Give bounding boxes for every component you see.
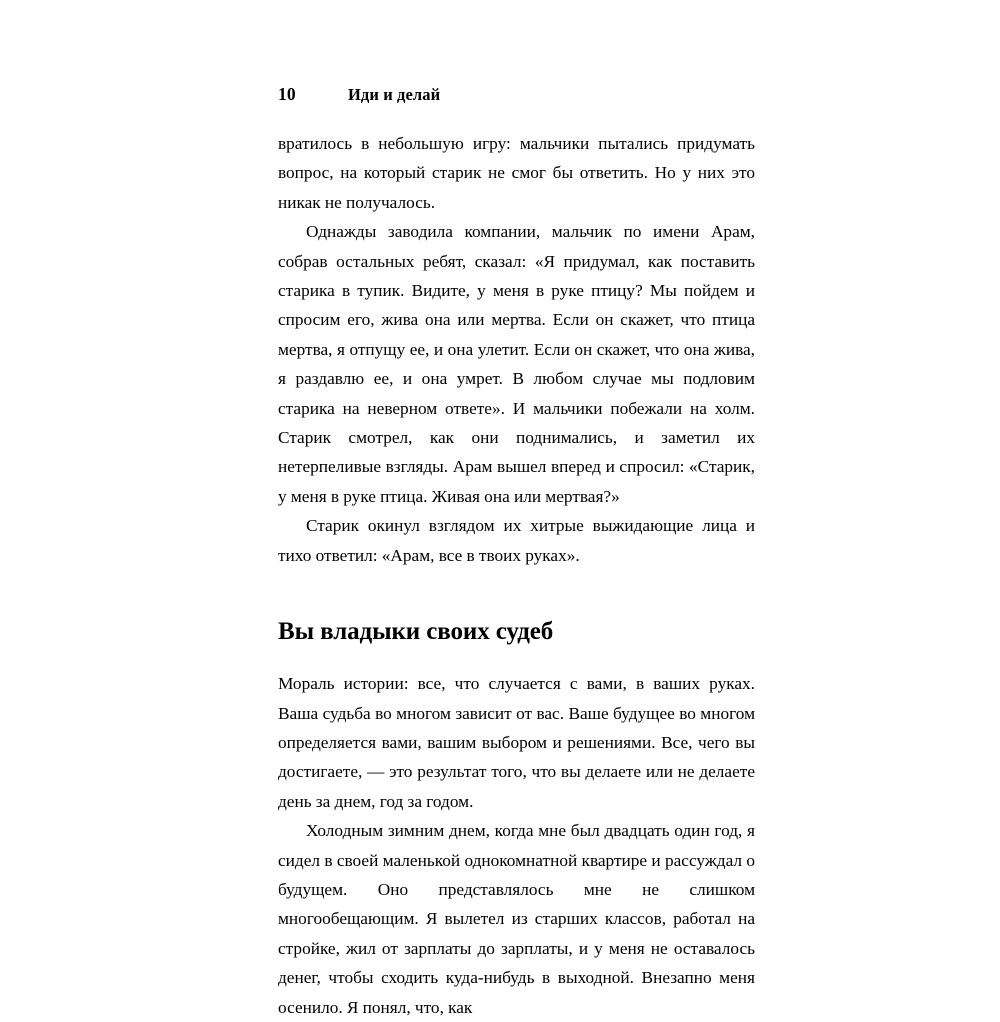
running-head bbox=[278, 84, 755, 105]
page-number: 10 bbox=[278, 84, 296, 104]
paragraph-moral: Мораль истории: все, что случается с вами, в ваших руках. Ваша судьба во многом зависит от вас. Ваше будущее во многом определяется вами, вашим выбором и решениями. Все, чего вы достигаете, — это результат того, что вы делаете или не делаете день за днем, год за годом. bbox=[278, 674, 755, 811]
text-column bbox=[278, 129, 755, 1022]
paragraph-bird-story: Однажды заводила компании, мальчик по имени Арам, собрав остальных ребят, сказал: «Я придумал, как поставить старика в тупик. Видите, у меня в руке птицу? Мы пойдем и спросим его, жива она или мертва. Если он скажет, что птица мертва, я отпущу ее, и она улетит. Если он скажет, что она жива, я раздавлю ее, и она умрет. В любом случае мы подловим старика на неверном ответе». И мальчики побежали на холм. Старик смотрел, как они поднимались, и заметил их нетерпеливые взгляды. Арам вышел вперед и спросил: «Старик, у меня в руке птица. Живая она или мертвая?» bbox=[278, 222, 755, 506]
heading-spacer-below bbox=[278, 647, 755, 669]
heading-spacer-above bbox=[278, 570, 755, 617]
paragraph-old-man-answer: Старик окинул взглядом их хитрые выжидающие лица и тихо ответил: «Арам, все в твоих руках». bbox=[278, 516, 755, 565]
paragraph-winter-day: Холодным зимним днем, когда мне был двадцать один год, я сидел в своей маленькой однокомнатной квартире и рассуждал о будущем. Оно представлялось мне не слишком многообещающим. Я вылетел из старших классов, работал на стройке, жил от зарплаты до зарплаты, и у меня не оставалось денег, чтобы сходить куда-нибудь в выходной. Внезапно меня осенило. Я понял, что, как bbox=[278, 821, 755, 1017]
section-heading: Вы владыки своих судеб bbox=[278, 618, 554, 646]
running-head-title: Иди и делай bbox=[348, 85, 441, 104]
paragraph-continuation: вратилось в небольшую игру: мальчики пытались придумать вопрос, на который старик не смог бы ответить. Но у них это никак не получалось. bbox=[278, 134, 755, 212]
